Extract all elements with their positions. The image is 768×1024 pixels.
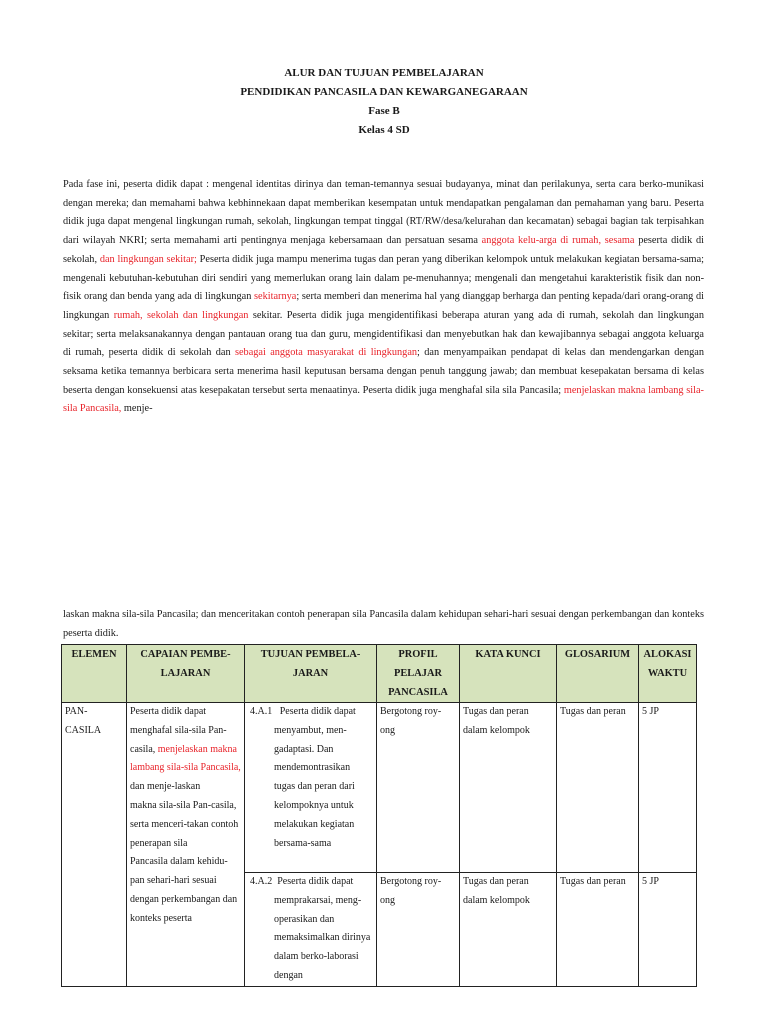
tujuan-code: 4.A.1 (250, 706, 273, 717)
title-phase: Fase B (368, 105, 400, 117)
paragraph-text: ; dan menyampaikan pendapat di kelas dan mendengarkan dengan seksama ketika temannya berbicara serta menerima hasil keputusan bersama dengan penuh tanggung jawab; dan membuat kesepakatan bersama di kelas beserta dengan konsekuensi atas kesepakatan tersebut serta menaatinya. Peserta didik juga menghafal sila sila Pancasila; (63, 347, 704, 396)
alokasi-cell: 5 JP (639, 703, 697, 873)
capaian-highlighted-text: menjelaskan makna lambang sila-sila Pancasila, (130, 743, 241, 774)
continued-paragraph: laskan makna sila-sila Pancasila; dan menceritakan contoh penerapan sila Pancasila dalam kehidupan sehari-hari sesuai dengan perkembangan dan konteks peserta didik. (63, 609, 704, 639)
highlighted-text: anggota kelu-arga di rumah, sesama (481, 235, 635, 247)
tujuan-code: 4.A.2 (250, 876, 273, 887)
paragraph-text: sekitar. Peserta didik juga mengidentifikasi beberapa aturan yang ada di rumah, sekolah dan lingkungan sekitar; serta melaksanakannya dengan pantauan orang tua dan guru, mengidentifikasi dan menyebutkan hak dan kewajibannya sebagai anggota keluarga di rumah, peserta didik di sekolah dan (63, 309, 704, 359)
highlighted-text: sebagai anggota masyarakat di lingkungan (234, 347, 418, 359)
tujuan-cell (245, 873, 377, 987)
paragraph-text: menje- (121, 403, 153, 415)
glosarium-cell: Tugas dan peran (557, 703, 639, 873)
header-alokasi: ALOKASI WAKTU (639, 645, 697, 703)
glosarium-cell: Tugas dan peran (557, 873, 639, 987)
kata-kunci-cell: Tugas dan peran dalam kelompok (460, 703, 557, 873)
highlighted-text: menjelaskan makna lambang sila-sila Pancasila, (63, 384, 704, 415)
capaian-text: dan menje-laskan (130, 781, 201, 793)
learning-objectives-table (61, 644, 697, 987)
profil-cell: Bergotong roy-ong (377, 703, 460, 873)
table-header-row (62, 645, 697, 703)
document-title-block (0, 64, 768, 140)
header-profil: PROFIL PELAJAR PANCASILA (377, 645, 460, 703)
table-row (62, 703, 697, 873)
title-line-2: PENDIDIKAN PANCASILA DAN KEWARGANEGARAAN (240, 86, 528, 98)
capaian-text: Peserta didik dapat menghafal sila-sila Pan-casila, (130, 706, 227, 755)
header-elemen: ELEMEN (62, 645, 127, 703)
tujuan-text: Peserta didik dapat memprakarsai, meng-operasikan dan memaksimalkan dirinya dalam berko-laborasi dengan (274, 876, 371, 981)
profil-cell: Bergotong roy-ong (377, 873, 460, 987)
highlighted-text: dan lingkungan sekitar; (99, 253, 197, 265)
header-capaian: CAPAIAN PEMBE-LAJARAN (127, 645, 245, 703)
alokasi-cell: 5 JP (639, 873, 697, 987)
title-class: Kelas 4 SD (358, 124, 410, 136)
kata-kunci-cell: Tugas dan peran dalam kelompok (460, 873, 557, 987)
paragraph-text: Pada fase ini, peserta didik dapat : mengenal identitas dirinya dan teman-temannya sesuai budayanya, minat dan perilakunya, serta cara berko-munikasi dengan mereka; dan memahami bahwa kebhinnekaan dapat memberikan kesempatan untuk mendapatkan pengalaman dan pemahaman yang baru. Peserta didik juga dapat mengenal lingkungan rumah, sekolah, lingkungan tempat tinggal (RT/RW/desa/kelurahan dan kecamatan) sebagai bagian tak terpisahkan dari wilayah NKRI; serta memahami arti pentingnya menjaga kebersamaan dan persatuan sesama (63, 179, 704, 247)
highlighted-text: sekitarnya (254, 291, 297, 303)
capaian-text: makna sila-sila Pan-casila, serta menceri-takan contoh penerapan sila (130, 799, 239, 849)
paragraph-text: peserta didik di sekolah, (63, 235, 704, 265)
header-glosarium: GLOSARIUM (557, 645, 639, 703)
elemen-cell: PAN-CASILA (62, 703, 127, 987)
capaian-cell (127, 703, 245, 987)
header-kata-kunci: KATA KUNCI (460, 645, 557, 703)
capaian-text: Pancasila dalam kehidu-pan sehari-hari sesuai dengan perkembangan dan konteks peserta (130, 856, 238, 924)
highlighted-text: rumah, sekolah dan lingkungan (113, 309, 249, 321)
phase-description-paragraph (63, 176, 704, 419)
title-line-1: ALUR DAN TUJUAN PEMBELAJARAN (284, 67, 484, 79)
paragraph-text: ; serta memberi dan menerima hal yang dianggap berharga dan penting kepada/dari orang-orang di lingkungan (63, 291, 704, 321)
tujuan-cell (245, 703, 377, 873)
tujuan-text: Peserta didik dapat menyambut, men-gadaptasi. Dan mendemontrasikan tugas dan peran dari kelompoknya untuk melakukan kegiatan bersama-sama (274, 706, 356, 849)
header-tujuan: TUJUAN PEMBELA-JARAN (245, 645, 377, 703)
paragraph-text: Peserta didik juga mampu menerima tugas dan peran yang diberikan kelompok untuk melakukan kegiatan bersama-sama; mengenali kebutuhan-kebutuhan diri sendiri yang memerlukan orang lain dalam pe-menuhannya; mengenali dan mengetahui karakteristik fisik dan non-fisik orang dan benda yang ada di lingkungan (63, 253, 705, 303)
